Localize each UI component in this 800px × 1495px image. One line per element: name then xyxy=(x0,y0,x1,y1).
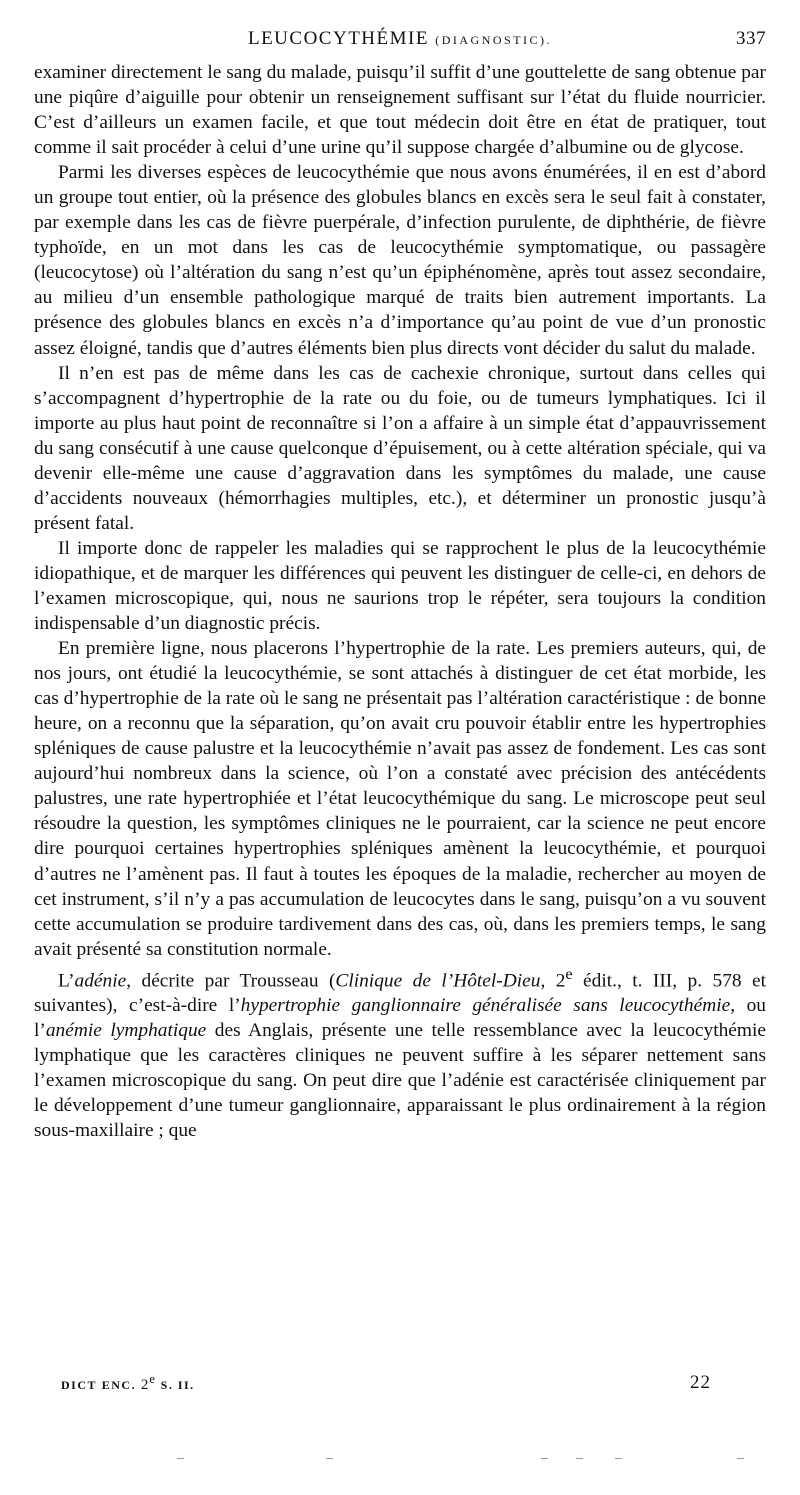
paragraph-1: examiner directement le sang du malade, puisqu’il suffit d’une gouttelette de sang obtenue par une piqûre d’aiguille pour obtenir un renseignement suffisant sur l’état du fluide nourricier. C’est d’ailleurs un examen facile, et que tout médecin doit être en état de pratiquer, tout comme il sait procéder à celui d’une urine qu’il suppose chargée d’albumine ou de glycose. xyxy=(34,62,766,159)
speck xyxy=(737,1458,744,1459)
signature-series-superscript: e xyxy=(149,1372,156,1386)
signature-mark xyxy=(61,1372,195,1394)
signature-series-rest: S. II. xyxy=(160,1378,195,1392)
speck xyxy=(177,1458,184,1459)
speck xyxy=(326,1458,333,1459)
page xyxy=(34,28,766,1143)
adenie-prefix: L’ xyxy=(58,970,75,992)
speck xyxy=(541,1458,548,1459)
running-head-subtitle: (DIAGNOSTIC). xyxy=(435,33,553,47)
page-number: 337 xyxy=(736,28,766,49)
edition-superscript: e xyxy=(565,965,573,983)
paragraph-3: Il n’en est pas de même dans les cas de cachexie chronique, surtout dans celles qui s’accompagnent d’hypertrophie de la rate ou du foie, ou de tumeurs lymphatiques. Ici il importe au plus haut point de reconnaître si l’on a affaire à un simple état d’appauvrissement du sang consécutif à une cause quelconque d’épuisement, ou à cette altération spéciale, qui va devenir elle-même une cause d’aggravation dans les symptômes du malade, une cause d’accidents nouveaux (hémorrhagies multiples, etc.), et déterminer un pronostic jusqu’à présent fatal. xyxy=(34,362,766,534)
paragraph-6-text-4: , ou l’ xyxy=(34,995,766,1042)
hypertrophie-term: hypertrophie ganglionnaire généralisée sans leucocythémie xyxy=(240,995,731,1017)
adenie-term: adénie xyxy=(74,970,127,992)
speck xyxy=(615,1458,622,1459)
running-head xyxy=(34,28,766,58)
signature-number: 22 xyxy=(690,1372,711,1393)
running-head-title xyxy=(34,28,766,50)
paragraph-2: Parmi les diverses espèces de leucocythémie que nous avons énumérées, il en est d’abord un groupe tout entier, où la présence des globules blancs en excès sera le seul fait à constater, par exemple dans les cas de fièvre puerpérale, d’infection purulente, de diphthérie, de fièvre typhoïde, en un mot dans les cas de leucocythémie symptomatique, ou passagère (leucocytose) où l’altération du sang n’est qu’un épiphénomène, après tout assez secondaire, au milieu d’un ensemble pathologique marqué de traits bien autrement importants. La présence des globules blancs en excès n’a d’importance qu’au point de vue d’un pronostic assez éloigné, tandis que d’autres éléments bien plus directs vont décider du salut du malade. xyxy=(34,162,766,359)
signature-enc: ENC. xyxy=(101,1378,137,1392)
paragraph-6-text-1: , décrite par Trousseau ( xyxy=(126,970,336,992)
signature-footer xyxy=(61,1372,711,1398)
paragraph-6-text-5: des Anglais, présente une telle ressemblance avec la leucocythémie lymphatique que les caractères cliniques ne peuvent suffire à les séparer nettement sans l’examen microscopique du sang. On peut dire que l’adénie est caractérisée cliniquement par le développement d’une tumeur ganglionnaire, apparaissant le plus ordinairement à la région sous-maxillaire ; que xyxy=(34,1020,766,1142)
signature-series-number: 2 xyxy=(140,1377,150,1393)
paragraph-4: Il importe donc de rappeler les maladies qui se rapprochent le plus de la leucocythémie idiopathique, et de marquer les différences qui peuvent les distinguer de celle-ci, en dehors de l’examen microscopique, qui, nous ne saurions trop le répéter, sera toujours la condition indispensable d’un diagnostic précis. xyxy=(34,537,766,635)
paragraph-5: En première ligne, nous placerons l’hypertrophie de la rate. Les premiers auteurs, qui, de nos jours, ont étudié la leucocythémie, se sont attachés à distinguer de cet état morbide, les cas d’hypertrophie de la rate où le sang ne présentait pas l’altération caractéristique : de bonne heure, on a reconnu que la séparation, qu’on avait cru pouvoir établir entre les hypertrophies spléniques de cause palustre et la leucocythémie n’avait pas assez de fondement. Les cas sont aujourd’hui nombreux dans la science, où l’on a constaté avec précision des antécédents palustres, une rate hypertrophiée et l’état leucocythémique du sang. Le microscope peut seul résoudre la question, les symptômes cliniques ne le pourraient, car la science ne peut encore dire pourquoi certaines hypertrophies spléniques amènent la leucocythémie, et pourquoi d’autres ne l’amènent pas. Il faut à toutes les époques de la maladie, rechercher au moyen de cet instrument, s’il n’y a pas accumulation de leucocytes dans le sang, puisqu’on a vu souvent cette accumulation se produire tardivement dans des cas, où, dans les premiers temps, le sang avait présenté sa constitution normale. xyxy=(34,638,766,960)
page-edge-specks xyxy=(0,1458,800,1462)
speck xyxy=(576,1458,583,1459)
anemie-term: anémie lymphatique xyxy=(45,1020,207,1042)
signature-dict: DICT xyxy=(61,1378,98,1392)
paragraph-6 xyxy=(34,962,766,1144)
running-head-title-main: LEUCOCYTHÉMIE xyxy=(247,28,429,49)
paragraph-6-text-2: , 2 xyxy=(540,970,566,992)
paragraph-6-text-3: édit., t. III, p. 578 et suivantes), c’est-à-dire l’ xyxy=(34,970,767,1017)
clinique-citation: Clinique de l’Hôtel-Dieu xyxy=(335,970,541,992)
body-text xyxy=(34,60,766,1143)
